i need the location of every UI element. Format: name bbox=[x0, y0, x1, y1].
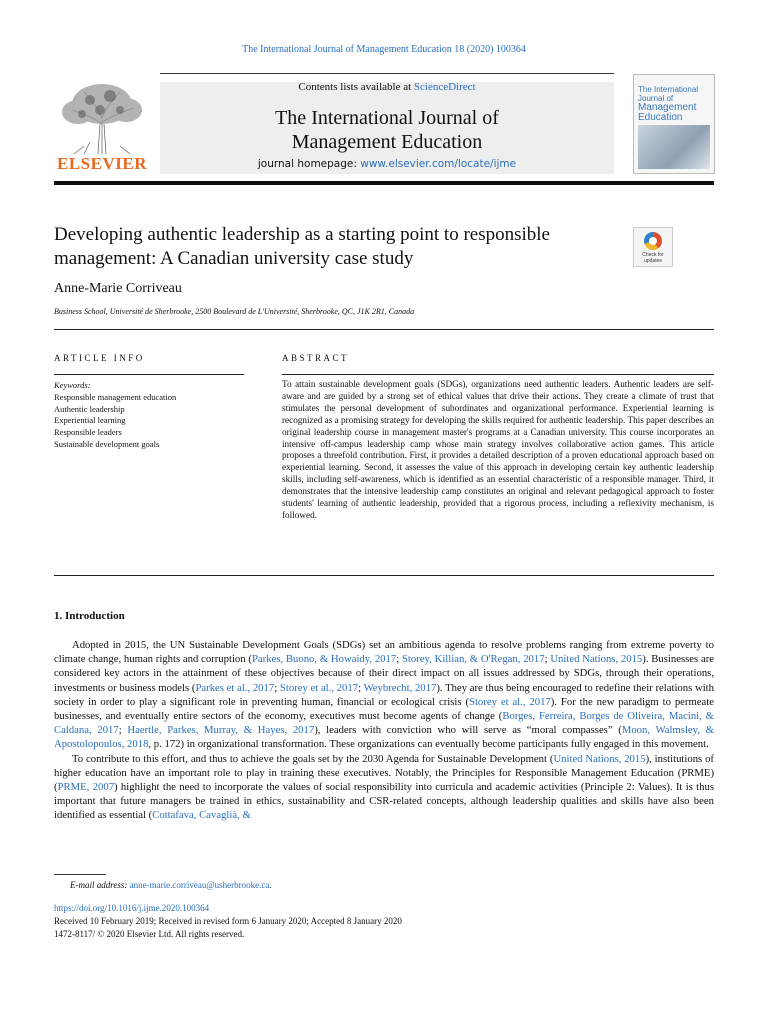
cover-title-line: Education bbox=[638, 112, 683, 123]
email-footnote bbox=[70, 880, 272, 890]
journal-citation-link[interactable]: The International Journal of Management Education 18 (2020) 100364 bbox=[242, 44, 526, 55]
journal-title-line-1: The International Journal of bbox=[275, 107, 499, 129]
check-updates-line: Check for bbox=[642, 252, 664, 258]
email-suffix: . bbox=[269, 880, 272, 890]
introduction-body bbox=[54, 638, 714, 823]
cover-title-line: Journal of bbox=[638, 94, 674, 103]
introduction-heading: 1. Introduction bbox=[54, 610, 125, 622]
body-text: ). Businesses are considered key actors in the attainment of these objectives because of their direct impact on all issues addressed by SDGs, through their operations, investments or business models ( bbox=[54, 653, 714, 694]
header-divider bbox=[160, 73, 614, 74]
body-text: ). They are thus being encouraged to redefine their relations with society in order to play a significant role in preventing human, financial or ecological crisis ( bbox=[54, 681, 714, 708]
email-label: E-mail address: bbox=[70, 880, 128, 890]
journal-title bbox=[160, 106, 614, 154]
keyword-item: Sustainable development goals bbox=[54, 438, 160, 449]
body-text: Adopted in 2015, the UN Sustainable Development Goals (SDGs) set an ambitious agenda to resolve problems ranging from extreme poverty to climate change, human rights and corruption ( bbox=[54, 639, 714, 666]
citation-link[interactable]: Storey et al., 2017 bbox=[469, 695, 551, 708]
keyword-item: Authentic leadership bbox=[54, 403, 125, 414]
elsevier-logo[interactable] bbox=[54, 80, 150, 176]
article-title-line-1: Developing authentic leadership as a starting point to responsible bbox=[54, 224, 550, 245]
citation-link[interactable]: Weybrecht, 2017 bbox=[363, 681, 437, 694]
journal-cover-thumbnail[interactable] bbox=[633, 74, 715, 174]
keyword-item: Responsible management education bbox=[54, 391, 177, 402]
abstract-heading: ABSTRACT bbox=[282, 353, 350, 363]
tree-logo-icon bbox=[54, 80, 150, 156]
body-text: ; bbox=[544, 653, 551, 666]
homepage-prefix: journal homepage: bbox=[257, 158, 361, 170]
body-text: ; bbox=[358, 681, 364, 694]
article-title-line-2: management: A Canadian university case study bbox=[54, 248, 414, 269]
email-link[interactable]: anne-marie.corriveau@usherbrooke.ca bbox=[129, 880, 270, 890]
introduction-paragraph-2 bbox=[54, 752, 714, 823]
citation-link[interactable]: Storey et al., 2017 bbox=[279, 681, 359, 694]
contents-line bbox=[160, 81, 614, 93]
cover-title bbox=[638, 85, 698, 123]
article-info-heading: ARTICLE INFO bbox=[54, 353, 145, 363]
received-dates: Received 10 February 2019; Received in revised form 6 January 2020; Accepted 8 January 2020 bbox=[54, 916, 402, 926]
body-text: ; bbox=[118, 724, 128, 737]
publisher-name: ELSEVIER bbox=[57, 154, 147, 173]
keywords-label: Keywords: bbox=[54, 380, 91, 390]
check-for-updates-button[interactable] bbox=[633, 227, 673, 267]
citation-link[interactable]: Storey, Killian, & O'Regan, 2017 bbox=[401, 653, 545, 666]
keyword-item: Responsible leaders bbox=[54, 427, 122, 438]
author-affiliation: Business School, Université de Sherbrooke, 2500 Boulevard de L'Université, Sherbrooke, QC, J1K 2R1, Canada bbox=[54, 307, 415, 316]
cover-title-line: The International bbox=[638, 85, 699, 94]
citation-link[interactable]: Haertle, Parkes, Murray, & Hayes, 2017 bbox=[127, 724, 315, 737]
body-text: ; bbox=[396, 653, 402, 666]
citation-link[interactable]: PRME, 2007 bbox=[57, 781, 115, 794]
citation-link[interactable]: Moon, Walmsley, & Apostolopoulos, 2018 bbox=[54, 724, 714, 751]
check-updates-line: updates bbox=[644, 258, 662, 264]
cover-image bbox=[638, 125, 710, 169]
author-name[interactable]: Anne-Marie Corriveau bbox=[54, 281, 182, 296]
abstract-text: To attain sustainable development goals (SDGs), organizations need authentic leaders. Authentic leaders are self-aware and are guided by a strong set of ethical values that drive their actions. They create a climate of trust that stimulates the personal development of subordinates and organizational performance. Experiential learning is recognized as a promising strategy for developing the skills required for authentic leadership. This paper describes an original leadership course in management master's programs at a Canadian university. This course incorporates an intensive off-campus leadership camp whose main strategy involves collaborative action games. This article proposes a threefold contribution. First, it provides a detailed description of a proven educational approach based on experiential learning. Second, it assesses the value of this approach in developing certain key authentic leadership skills, including self-awareness, which is identified as an essential characteristic of a responsible manager. Third, it demonstrates that the intensive leadership camp constitutes an original and relevant pedagogical approach to foster students' learning of authentic leadership, provided that a rigorous process, including a reflexivity mechanism, is followed. bbox=[282, 379, 714, 520]
keyword-item: Experiential learning bbox=[54, 415, 126, 426]
body-text: ). For the new paradigm to permeate businesses, and eventually entire sectors of the economy, executives must become agents of change ( bbox=[54, 695, 714, 723]
check-updates-label bbox=[634, 252, 672, 264]
homepage-link[interactable]: www.elsevier.com/locate/ijme bbox=[360, 158, 517, 170]
abstract-divider bbox=[282, 374, 714, 375]
header-thick-divider bbox=[54, 181, 714, 185]
contents-prefix: Contents lists available at bbox=[298, 81, 414, 93]
body-text: ; bbox=[274, 681, 280, 694]
body-text: ) highlight the need to incorporate the values of social responsibility into curricula and academic activities (Principle 2: Values). It is thus important that future managers be trained in ethics, sustainability and CSR-related concepts, although leadership qualities and skills have also been identified as essential ( bbox=[54, 781, 714, 822]
body-text: ), institutions of higher education have an important role to play in training these executives. Notably, the Principles for Responsible Management Education (PRME) ( bbox=[54, 752, 714, 794]
introduction-paragraph-1 bbox=[54, 638, 714, 752]
doi-link[interactable]: https://doi.org/10.1016/j.ijme.2020.100364 bbox=[54, 903, 210, 913]
copyright-line: 1472-8117/ © 2020 Elsevier Ltd. All rights reserved. bbox=[54, 929, 245, 939]
cover-title-line: Management bbox=[638, 102, 697, 113]
body-text: ), leaders with conviction who will serve as “moral compasses” ( bbox=[314, 724, 622, 737]
citation-link[interactable]: Borges, Ferreira, Borges de Oliveira, Macini, & Caldana, 2017 bbox=[54, 710, 714, 737]
article-info-divider bbox=[54, 374, 244, 375]
affiliation-divider bbox=[54, 329, 714, 330]
article-title bbox=[54, 223, 629, 271]
citation-link[interactable]: United Nations, 2015 bbox=[550, 653, 643, 666]
citation-link[interactable]: United Nations, 2015 bbox=[553, 752, 646, 765]
citation-link[interactable]: Parkes et al., 2017 bbox=[195, 681, 275, 694]
sciencedirect-link[interactable]: ScienceDirect bbox=[413, 81, 476, 93]
body-text: To contribute to this effort, and thus to achieve the goals set by the 2030 Agenda for Sustainable Development ( bbox=[72, 752, 554, 765]
body-text: , p. 172) in organizational transformation. These organizations can eventually become participants fully engaged in this movement. bbox=[148, 738, 709, 751]
journal-title-line-2: Management Education bbox=[291, 131, 483, 153]
crossmark-icon bbox=[644, 232, 662, 250]
abstract-end-divider bbox=[54, 575, 714, 576]
citation-link[interactable]: Cottafava, Cavaglià, & bbox=[152, 809, 251, 822]
journal-homepage bbox=[160, 158, 614, 170]
footnote-divider bbox=[54, 874, 106, 875]
citation-link[interactable]: Parkes, Buono, & Howaidy, 2017 bbox=[251, 653, 397, 666]
keywords-block bbox=[54, 380, 244, 451]
